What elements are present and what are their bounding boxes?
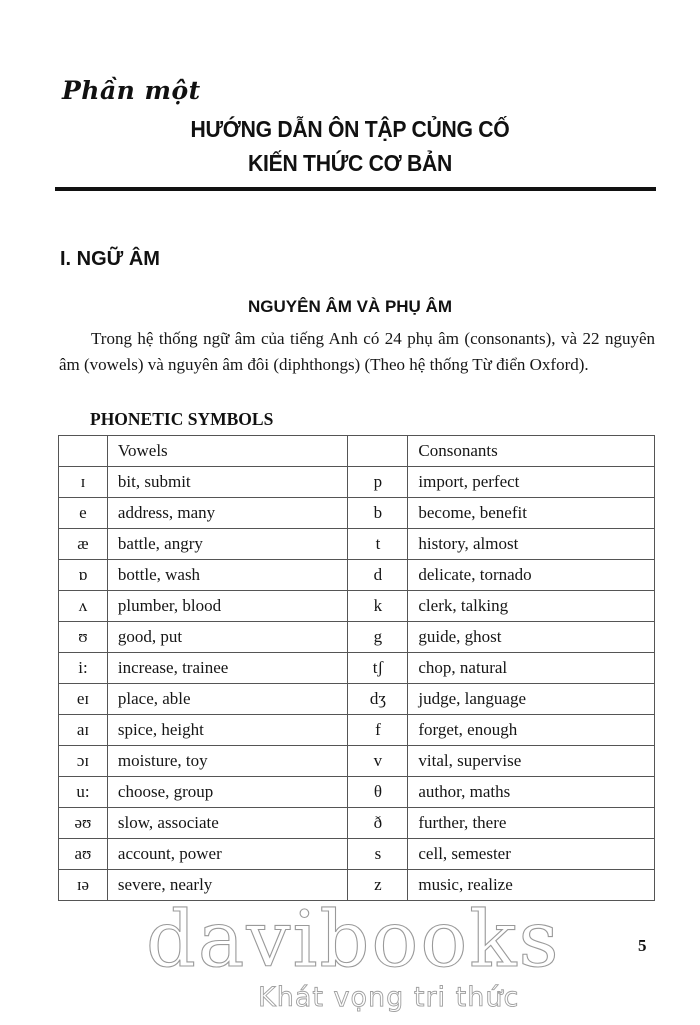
consonant-examples: forget, enough: [408, 715, 655, 746]
consonant-symbol: g: [348, 622, 408, 653]
title-rule: [55, 187, 656, 191]
table-row: [59, 777, 655, 808]
chapter-title-line-1: HƯỚNG DẪN ÔN TẬP CỦNG CỐ: [190, 116, 510, 142]
vowel-examples: battle, angry: [107, 529, 348, 560]
vowel-examples: moisture, toy: [107, 746, 348, 777]
consonant-symbol: ð: [348, 808, 408, 839]
vowel-symbol: u:: [59, 777, 108, 808]
vowel-examples: place, able: [107, 684, 348, 715]
subsection-heading: NGUYÊN ÂM VÀ PHỤ ÂM: [247, 297, 452, 316]
table-row: [59, 529, 655, 560]
table-row: [59, 498, 655, 529]
vowel-symbol: ɔɪ: [59, 746, 108, 777]
header-blank-vowel: [59, 436, 108, 467]
intro-paragraph: Trong hệ thống ngữ âm của tiếng Anh có 24 phụ âm (consonants), và 22 nguyên âm (vowels) và nguyên âm đôi (diphthongs) (Theo hệ thống Từ điển Oxford).: [59, 329, 655, 374]
consonant-symbol: f: [348, 715, 408, 746]
vowel-examples: plumber, blood: [107, 591, 348, 622]
vowel-examples: choose, group: [107, 777, 348, 808]
vowel-symbol: i:: [59, 653, 108, 684]
vowel-examples: bit, submit: [107, 467, 348, 498]
consonant-symbol: tʃ: [348, 653, 408, 684]
phonetic-symbols-table: [58, 435, 655, 901]
consonant-examples: import, perfect: [408, 467, 655, 498]
vowel-examples: severe, nearly: [107, 870, 348, 901]
consonant-symbol: s: [348, 839, 408, 870]
table-caption: PHONETIC SYMBOLS: [90, 409, 274, 429]
consonant-examples: become, benefit: [408, 498, 655, 529]
vowel-examples: address, many: [107, 498, 348, 529]
table-row: [59, 653, 655, 684]
vowel-symbol: ɪə: [59, 870, 108, 901]
vowel-symbol: ʊ: [59, 622, 108, 653]
vowel-symbol: eɪ: [59, 684, 108, 715]
consonant-examples: music, realize: [408, 870, 655, 901]
vowel-examples: bottle, wash: [107, 560, 348, 591]
header-vowels: Vowels: [107, 436, 348, 467]
vowel-examples: spice, height: [107, 715, 348, 746]
consonant-symbol: p: [348, 467, 408, 498]
vowel-symbol: aɪ: [59, 715, 108, 746]
vowel-symbol: ɒ: [59, 560, 108, 591]
consonant-examples: judge, language: [408, 684, 655, 715]
vowel-symbol: əʊ: [59, 808, 108, 839]
consonant-examples: chop, natural: [408, 653, 655, 684]
section-heading: I. NGỮ ÂM: [60, 248, 160, 270]
consonant-examples: clerk, talking: [408, 591, 655, 622]
vowel-symbol: ʌ: [59, 591, 108, 622]
chapter-title-line-2: KIẾN THỨC CƠ BẢN: [247, 150, 452, 176]
table-row: [59, 622, 655, 653]
table-row: [59, 591, 655, 622]
vowel-examples: slow, associate: [107, 808, 348, 839]
vowel-symbol: æ: [59, 529, 108, 560]
vowel-symbol: ɪ: [59, 467, 108, 498]
consonant-examples: history, almost: [408, 529, 655, 560]
table-row: [59, 560, 655, 591]
consonant-examples: guide, ghost: [408, 622, 655, 653]
vowel-symbol: aʊ: [59, 839, 108, 870]
watermark-brand: davibooks: [146, 895, 561, 985]
consonant-examples: cell, semester: [408, 839, 655, 870]
consonant-symbol: θ: [348, 777, 408, 808]
consonant-symbol: d: [348, 560, 408, 591]
consonant-symbol: dʒ: [348, 684, 408, 715]
consonant-symbol: b: [348, 498, 408, 529]
table-row: [59, 808, 655, 839]
table-row: [59, 746, 655, 777]
consonant-examples: author, maths: [408, 777, 655, 808]
vowel-symbol: e: [59, 498, 108, 529]
consonant-symbol: k: [348, 591, 408, 622]
table-row: [59, 467, 655, 498]
watermark-tagline: Khát vọng tri thức: [258, 982, 520, 1013]
header-blank-consonant: [348, 436, 408, 467]
vowel-examples: increase, trainee: [107, 653, 348, 684]
consonant-examples: further, there: [408, 808, 655, 839]
vowel-examples: good, put: [107, 622, 348, 653]
consonant-symbol: z: [348, 870, 408, 901]
consonant-examples: delicate, tornado: [408, 560, 655, 591]
table-row: [59, 715, 655, 746]
table-header-row: [59, 436, 655, 467]
table-row: [59, 684, 655, 715]
consonant-examples: vital, supervise: [408, 746, 655, 777]
page-number: 5: [638, 936, 647, 955]
table-row: [59, 839, 655, 870]
consonant-symbol: t: [348, 529, 408, 560]
part-label: Phần một: [62, 76, 201, 105]
header-consonants: Consonants: [408, 436, 655, 467]
consonant-symbol: v: [348, 746, 408, 777]
vowel-examples: account, power: [107, 839, 348, 870]
